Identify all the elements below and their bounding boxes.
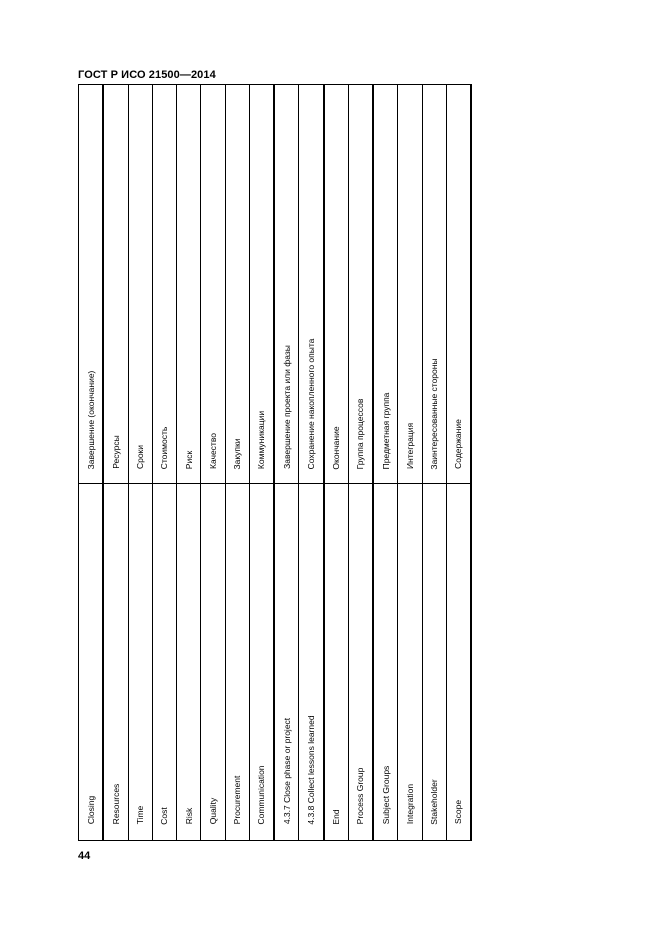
table-row <box>153 85 177 840</box>
table-row <box>299 85 324 840</box>
term-russian: Группа процессов <box>355 398 366 469</box>
term-russian: Завершение проекта или фазы <box>281 345 292 469</box>
term-english: Time <box>135 805 146 824</box>
term-russian: Содержание <box>453 419 464 469</box>
term-russian: Окончание <box>331 425 342 470</box>
term-english: Communication <box>256 764 267 825</box>
term-english: Closing <box>85 795 96 825</box>
term-english: 4.3.7 Close phase or project <box>281 717 292 825</box>
term-russian: Заинтересованные стороны <box>429 357 440 470</box>
table-row <box>129 85 153 840</box>
term-english: 4.3.8 Collect lessons learned <box>305 714 316 825</box>
term-english: End <box>331 808 342 825</box>
table-row <box>226 85 250 840</box>
column-divider <box>79 483 471 484</box>
table-row <box>398 85 422 840</box>
term-english: Cost <box>159 806 170 825</box>
table-row <box>325 85 349 840</box>
table-row <box>423 85 447 840</box>
term-english: Scope <box>453 799 464 825</box>
table-row <box>349 85 374 840</box>
term-russian: Сроки <box>135 444 146 470</box>
term-russian: Завершение (окончание) <box>85 370 96 469</box>
term-russian: Коммуникации <box>256 410 267 470</box>
term-english: Quality <box>207 797 218 825</box>
term-russian: Интеграция <box>404 422 415 470</box>
term-english: Process Group <box>355 767 366 824</box>
terms-table <box>78 84 472 841</box>
document-header: ГОСТ Р ИСО 21500—2014 <box>78 69 216 81</box>
table-row <box>79 85 104 840</box>
term-english: Procurement <box>232 775 243 824</box>
table-row <box>275 85 299 840</box>
table-row <box>201 85 225 840</box>
term-english: Integration <box>404 783 415 825</box>
term-russian: Сохранение накопленного опыта <box>305 338 316 469</box>
term-english: Stakeholder <box>429 778 440 825</box>
term-russian: Качество <box>207 433 218 469</box>
term-russian: Риск <box>183 450 194 470</box>
table-row <box>447 85 471 840</box>
table-row <box>104 85 128 840</box>
table-row <box>177 85 201 840</box>
term-english: Risk <box>183 807 194 824</box>
term-english: Subject Groups <box>380 765 391 824</box>
term-english: Resources <box>110 783 121 824</box>
page-number: 44 <box>78 850 91 862</box>
table-row <box>374 85 398 840</box>
term-russian: Закупки <box>232 438 243 469</box>
term-russian: Предметная группа <box>380 392 391 469</box>
term-russian: Стоимость <box>159 426 170 469</box>
table-row <box>250 85 275 840</box>
term-russian: Ресурсы <box>110 435 121 469</box>
